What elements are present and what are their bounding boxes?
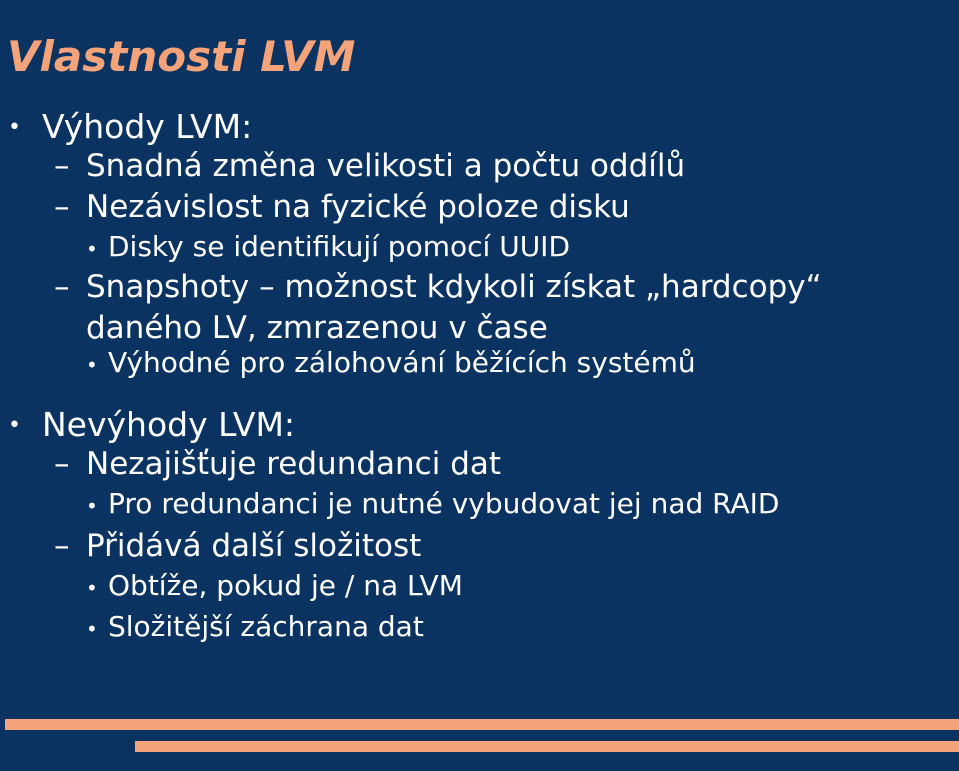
- dash-icon: –: [54, 528, 70, 564]
- bullet-icon: •: [86, 494, 98, 518]
- list-item: [0, 346, 959, 390]
- bullet-icon: •: [86, 576, 98, 600]
- bullet-icon: •: [86, 237, 98, 261]
- bullet-icon: •: [8, 115, 21, 140]
- slide-title: Vlastnosti LVM: [7, 32, 356, 81]
- decorative-bar-top: [5, 719, 959, 730]
- list-item-text: Disky se identifikují pomocí UUID: [108, 230, 570, 263]
- list-item-text: Snapshoty – možnost kdykoli získat „hardcopy“ daného LV, zmrazenou v čase: [86, 269, 822, 346]
- list-item-text: Pro redundanci je nutné vybudovat jej nad RAID: [108, 487, 780, 520]
- list-item: [0, 569, 959, 613]
- bullet-icon: •: [86, 353, 98, 377]
- list-item: [0, 107, 959, 151]
- list-item-text: Výhody LVM:: [42, 107, 253, 146]
- list-item: [0, 189, 959, 233]
- list-item: [0, 487, 959, 531]
- decorative-bar-bottom: [135, 741, 959, 752]
- dash-icon: –: [54, 189, 70, 225]
- list-item: [0, 446, 959, 490]
- list-item-text: Složitější záchrana dat: [108, 610, 424, 643]
- list-item: [0, 405, 959, 449]
- dash-icon: –: [54, 446, 70, 482]
- list-item-text: Nezávislost na fyzické poloze disku: [86, 189, 630, 225]
- list-item: [0, 148, 959, 192]
- list-item-text: Snadná změna velikosti a počtu oddílů: [86, 148, 686, 184]
- dash-icon: –: [54, 148, 70, 184]
- list-item-text: Nezajišťuje redundanci dat: [86, 446, 502, 482]
- dash-icon: –: [54, 269, 70, 305]
- bullet-list: [0, 107, 959, 654]
- list-item-text: Obtíže, pokud je / na LVM: [108, 569, 463, 602]
- list-item-text: Výhodné pro zálohování běžících systémů: [108, 346, 696, 379]
- bullet-icon: •: [86, 617, 98, 641]
- list-item-text: Přidává další složitost: [86, 528, 422, 564]
- list-item: [0, 610, 959, 654]
- bullet-icon: •: [8, 413, 21, 438]
- list-item: [0, 528, 959, 572]
- list-item-text: Nevýhody LVM:: [42, 405, 296, 444]
- list-item: [0, 267, 906, 349]
